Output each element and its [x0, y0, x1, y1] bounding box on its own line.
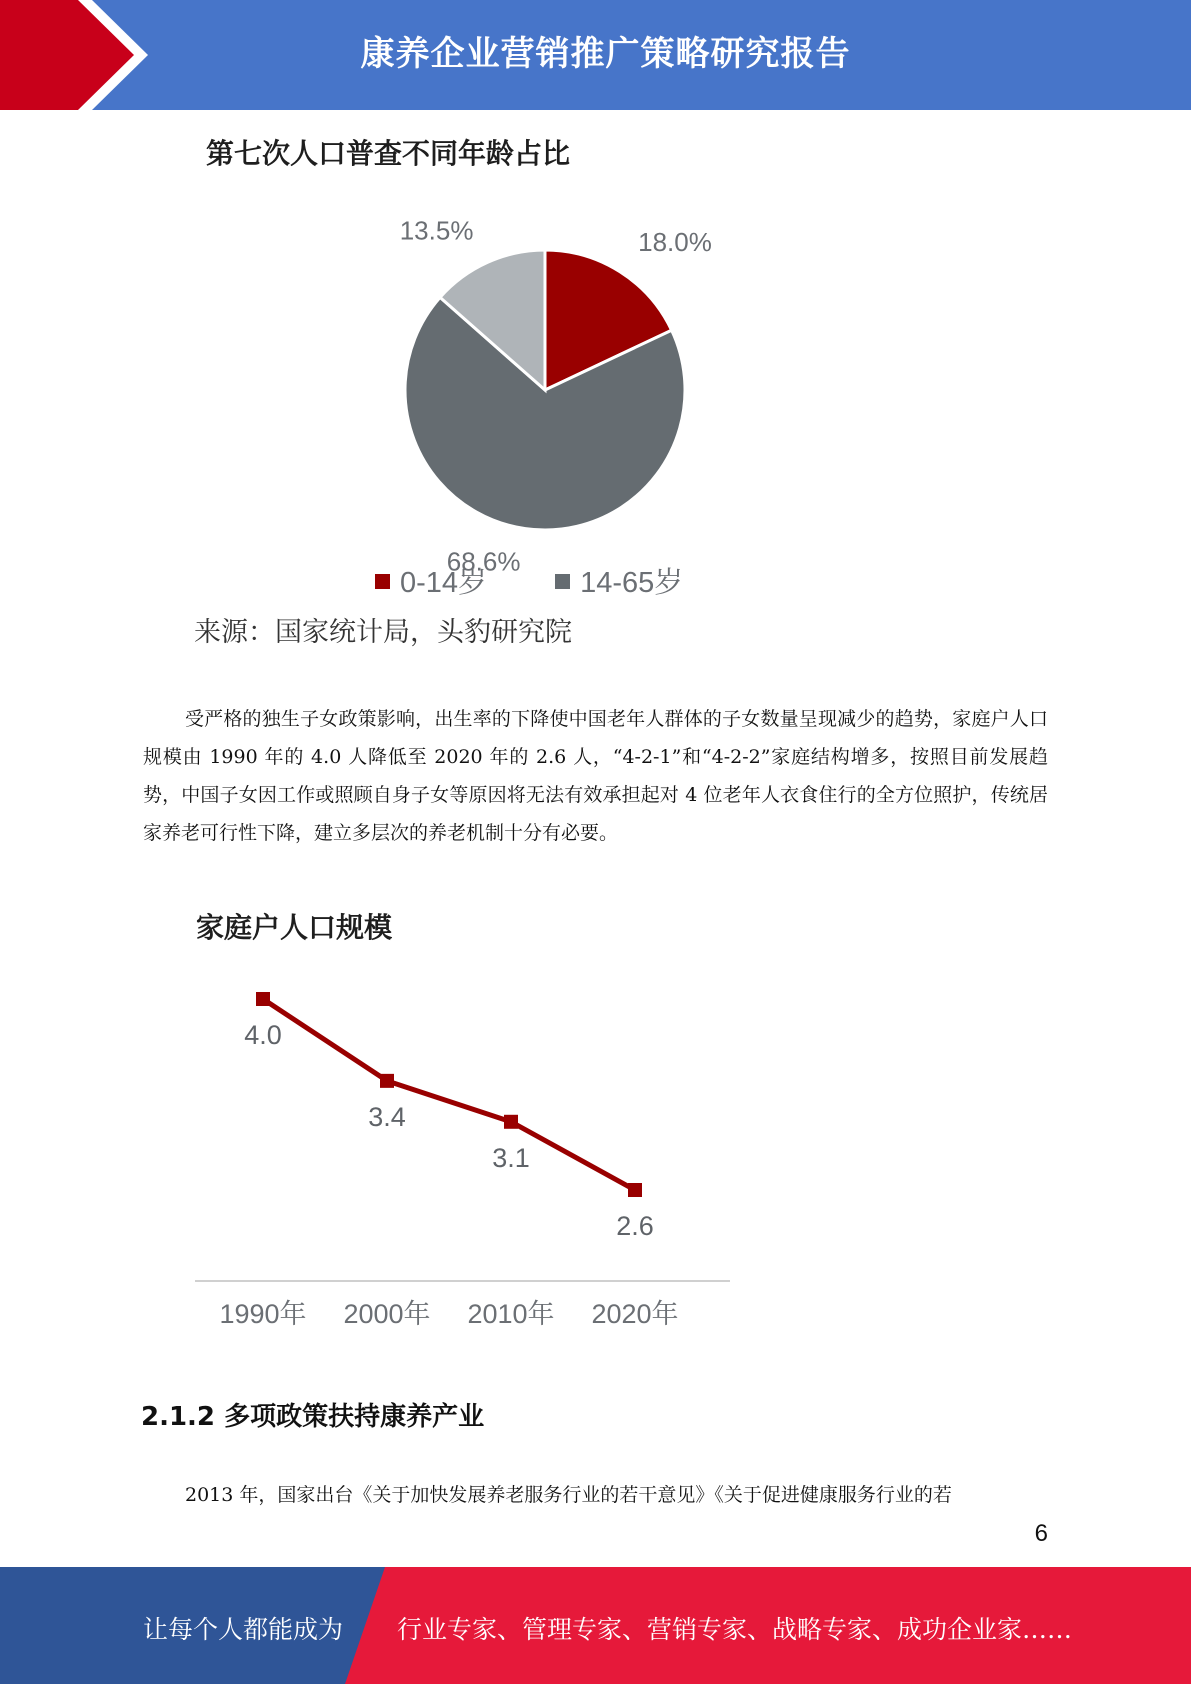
- footer-slogan-left: 让每个人都能成为: [143, 1615, 344, 1644]
- line-chart-title: 家庭户人口规模: [196, 911, 393, 944]
- line-series: [263, 999, 635, 1190]
- line-marker-3: [628, 1183, 642, 1197]
- x-tick-label-1: 2000年: [343, 1299, 431, 1329]
- household-size-line-chart: [180, 960, 740, 1340]
- legend-label-14-65: 14-65岁: [580, 567, 684, 599]
- line-value-label-3: 2.6: [616, 1211, 654, 1241]
- section-heading: 2.1.2 多项政策扶持康养产业: [141, 1402, 485, 1432]
- body-paragraph-1: 受严格的独生子女政策影响，出生率的下降使中国老年人群体的子女数量呈现减少的趋势，家庭户人口规模由 1990 年的 4.0 人降低至 2020 年的 2.6 人，“4-2-1”和“4-2-2”家庭结构增多，按照目前发展趋势，中国子女因工作或照顾自身子女等原因将无法有效承担起对 4 位老年人衣食住行的全方位照护，传统居家养老可行性下降，建立多层次的养老机制十分有必要。: [143, 708, 1048, 844]
- chart-source: 来源：国家统计局，头豹研究院: [194, 617, 572, 648]
- line-marker-2: [504, 1115, 518, 1129]
- line-marker-0: [256, 992, 270, 1006]
- legend-swatch-gray: [555, 574, 570, 589]
- pie-chart-title: 第七次人口普查不同年龄占比: [206, 137, 571, 170]
- x-tick-label-0: 1990年: [219, 1299, 307, 1329]
- legend-item-0-14: [375, 560, 487, 601]
- line-value-label-2: 3.1: [492, 1142, 530, 1173]
- line-marker-1: [380, 1074, 394, 1088]
- header-title: 康养企业营销推广策略研究报告: [360, 34, 851, 74]
- legend-swatch-red: [375, 574, 390, 589]
- page-header: [0, 0, 1191, 110]
- footer-slogan-right: 行业专家、管理专家、营销专家、战略专家、成功企业家……: [397, 1615, 1073, 1644]
- legend-label-0-14: 0-14岁: [400, 567, 488, 599]
- page-number: 6: [1034, 1520, 1048, 1547]
- pie-value-label-1: 68.6%: [446, 546, 521, 577]
- body-paragraph-2: 2013 年，国家出台《关于加快发展养老服务行业的若干意见》《关于促进健康服务行业的若: [185, 1484, 952, 1506]
- page-footer: [0, 1567, 1191, 1684]
- x-tick-label-3: 2020年: [591, 1299, 679, 1329]
- pie-legend: [375, 560, 743, 601]
- pie-value-label-2: 13.5%: [399, 215, 474, 246]
- line-value-label-0: 4.0: [244, 1020, 282, 1050]
- line-value-label-1: 3.4: [368, 1101, 406, 1132]
- x-tick-label-2: 2010年: [467, 1299, 555, 1329]
- legend-item-14-65: [555, 560, 683, 601]
- age-pie-chart: [300, 190, 720, 577]
- pie-value-label-0: 18.0%: [638, 227, 712, 258]
